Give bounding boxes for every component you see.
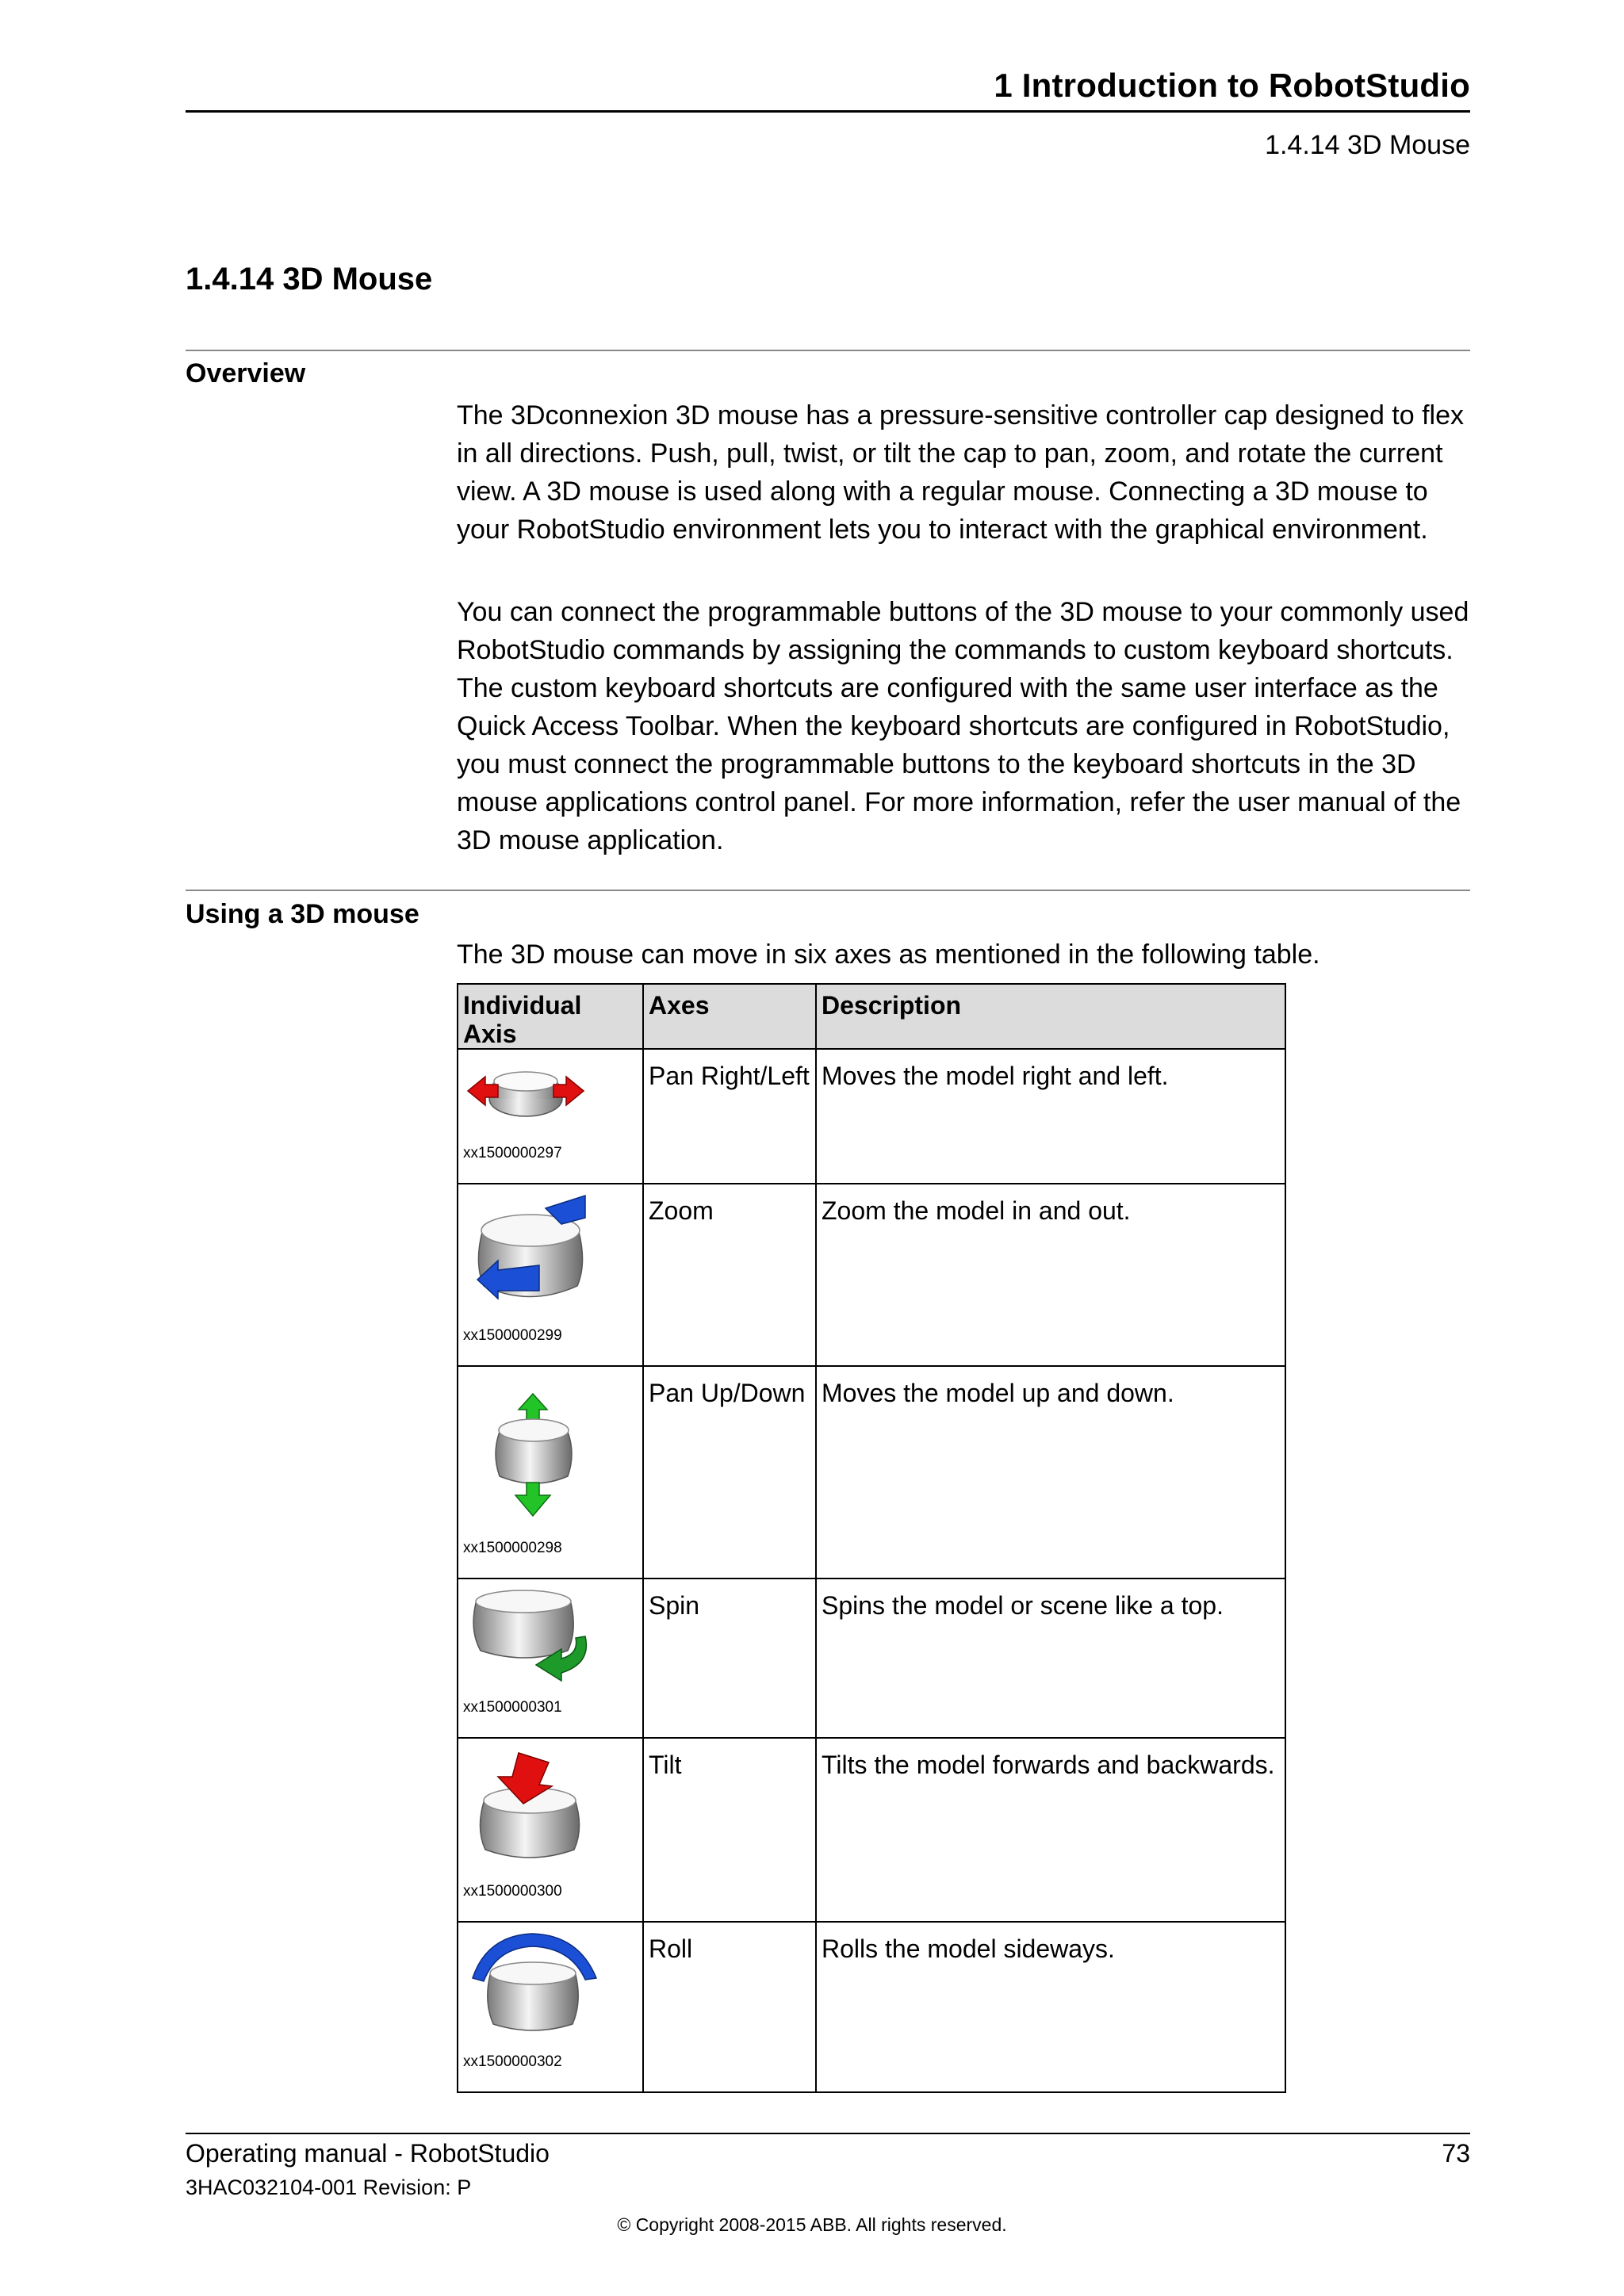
axes-cell: Pan Right/Left bbox=[643, 1049, 816, 1184]
axes-cell: Pan Up/Down bbox=[643, 1366, 816, 1578]
axis-image-cell bbox=[458, 1738, 643, 1922]
using-intro: The 3D mouse can move in six axes as mentioned in the following table. bbox=[457, 939, 1320, 970]
axis-image-cell bbox=[458, 1366, 643, 1578]
overview-heading: Overview bbox=[186, 358, 306, 388]
header-rule bbox=[186, 110, 1470, 113]
axis-image-cell bbox=[458, 1184, 643, 1366]
copyright: © Copyright 2008-2015 ABB. All rights reserved. bbox=[617, 2214, 1007, 2235]
axes-cell: Tilt bbox=[643, 1738, 816, 1922]
pan-up-down-icon bbox=[466, 1375, 601, 1517]
column-header-individual-axis: Individual Axis bbox=[458, 984, 643, 1049]
using-rule bbox=[186, 890, 1470, 891]
footer-rule bbox=[186, 2133, 1470, 2134]
description-cell: Moves the model up and down. bbox=[816, 1366, 1285, 1578]
description-cell: Spins the model or scene like a top. bbox=[816, 1578, 1285, 1738]
axes-cell: Spin bbox=[643, 1578, 816, 1738]
image-code: xx1500000301 bbox=[463, 1699, 562, 1716]
axes-table bbox=[457, 983, 1286, 2093]
description-cell: Rolls the model sideways. bbox=[816, 1922, 1285, 2092]
column-header-axes: Axes bbox=[643, 984, 816, 1049]
page-number: 73 bbox=[1442, 2139, 1470, 2168]
axis-image-cell bbox=[458, 1578, 643, 1738]
image-code: xx1500000297 bbox=[463, 1145, 562, 1161]
roll-icon bbox=[466, 1931, 601, 2042]
image-code: xx1500000298 bbox=[463, 1540, 562, 1556]
description-cell: Zoom the model in and out. bbox=[816, 1184, 1285, 1366]
document-id: 3HAC032104-001 Revision: P bbox=[186, 2175, 472, 2199]
axes-cell: Roll bbox=[643, 1922, 816, 2092]
table-row bbox=[458, 1049, 1285, 1184]
table-row bbox=[458, 1922, 1285, 2092]
spin-icon bbox=[466, 1587, 601, 1690]
page-title: 1.4.14 3D Mouse bbox=[186, 262, 433, 297]
chapter-title: 1 Introduction to RobotStudio bbox=[994, 67, 1470, 104]
table-row bbox=[458, 1578, 1285, 1738]
footer-manual-title: Operating manual - RobotStudio bbox=[186, 2139, 550, 2168]
image-code: xx1500000302 bbox=[463, 2053, 562, 2070]
overview-paragraph-2: You can connect the programmable buttons of the 3D mouse to your commonly used RobotStudio commands by assigning the commands to custom keyboard shortcuts. The custom keyboard shortcuts are configured with the same user interface as the Quick Access Toolbar. When the keyboard shortcuts are configured in RobotStudio, you must connect the programmable buttons to the keyboard shortcuts in the 3D mouse applications control panel. For more information, refer the user manual of the 3D mouse application. bbox=[457, 597, 1469, 855]
overview-rule bbox=[186, 350, 1470, 351]
description-cell: Tilts the model forwards and backwards. bbox=[816, 1738, 1285, 1922]
pan-right-left-icon bbox=[466, 1058, 585, 1129]
tilt-icon bbox=[466, 1747, 601, 1873]
axis-image-cell bbox=[458, 1049, 643, 1184]
overview-paragraph-1: The 3Dconnexion 3D mouse has a pressure-sensitive controller cap designed to flex in all directions. Push, pull, twist, or tilt the cap to pan, zoom, and rotate the current view. A 3D mouse is used along with a regular mouse. Connecting a 3D mouse to your RobotStudio environment lets you to interact with the graphical environment. bbox=[457, 400, 1465, 545]
description-cell: Moves the model right and left. bbox=[816, 1049, 1285, 1184]
table-row bbox=[458, 1184, 1285, 1366]
column-header-description: Description bbox=[816, 984, 1285, 1049]
zoom-icon bbox=[466, 1192, 601, 1311]
table-header-row bbox=[458, 984, 1285, 1049]
axes-cell: Zoom bbox=[643, 1184, 816, 1366]
image-code: xx1500000299 bbox=[463, 1327, 562, 1344]
image-code: xx1500000300 bbox=[463, 1883, 562, 1900]
table-row bbox=[458, 1366, 1285, 1578]
table-row bbox=[458, 1738, 1285, 1922]
axis-image-cell bbox=[458, 1922, 643, 2092]
using-heading: Using a 3D mouse bbox=[186, 899, 419, 929]
section-running-head: 1.4.14 3D Mouse bbox=[1265, 130, 1470, 160]
